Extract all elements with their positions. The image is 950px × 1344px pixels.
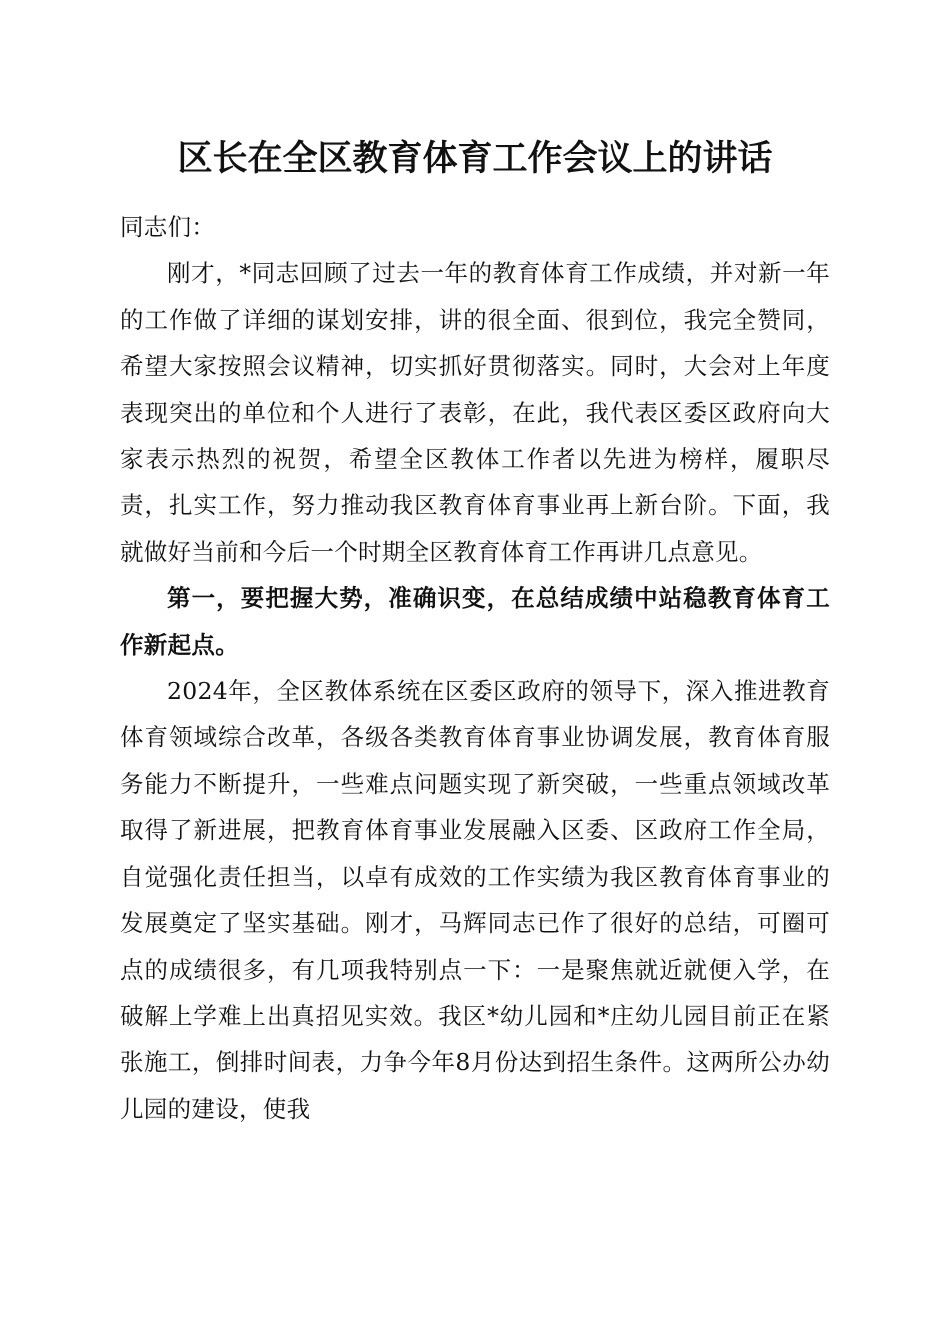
paragraph-opening: 刚才，*同志回顾了过去一年的教育体育工作成绩，并对新一年的工作做了详细的谋划安排，讲的很全面、很到位，我完全赞同，希望大家按照会议精神，切实抓好贯彻落实。同时，大会对上年度表现突出的单位和个人进行了表彰，在此，我代表区委区政府向大家表示热烈的祝贺，希望全区教体工作者以先进为榜样，履职尽责，扎实工作，努力推动我区教育体育事业再上新台阶。下面，我就做好当前和今后一个时期全区教育体育工作再讲几点意见。 — [120, 259, 830, 566]
document-body — [120, 204, 830, 1132]
section-heading-first: 第一，要把握大势，准确识变，在总结成绩中站稳教育体育工作新起点。 — [120, 584, 830, 659]
paragraph-achievements: 2024年，全区教体系统在区委区政府的领导下，深入推进教育体育领域综合改革，各级各类教育体育事业协调发展，教育体育服务能力不断提升，一些难点问题实现了新突破，一些重点领域改革取得了新进展，把教育体育事业发展融入区委、区政府工作全局，自觉强化责任担当，以卓有成效的工作实绩为我区教育体育事业的发展奠定了坚实基础。刚才，马辉同志已作了很好的总结，可圈可点的成绩很多，有几项我特别点一下：一是聚焦就近就便入学，在破解上学难上出真招见实效。我区*幼儿园和*庄幼儿园目前正在紧张施工，倒排时间表，力争今年8月份达到招生条件。这两所公办幼儿园的建设，使我 — [120, 677, 830, 1123]
document-title: 区长在全区教育体育工作会议上的讲话 — [177, 138, 773, 179]
salutation: 同志们： — [120, 213, 216, 241]
